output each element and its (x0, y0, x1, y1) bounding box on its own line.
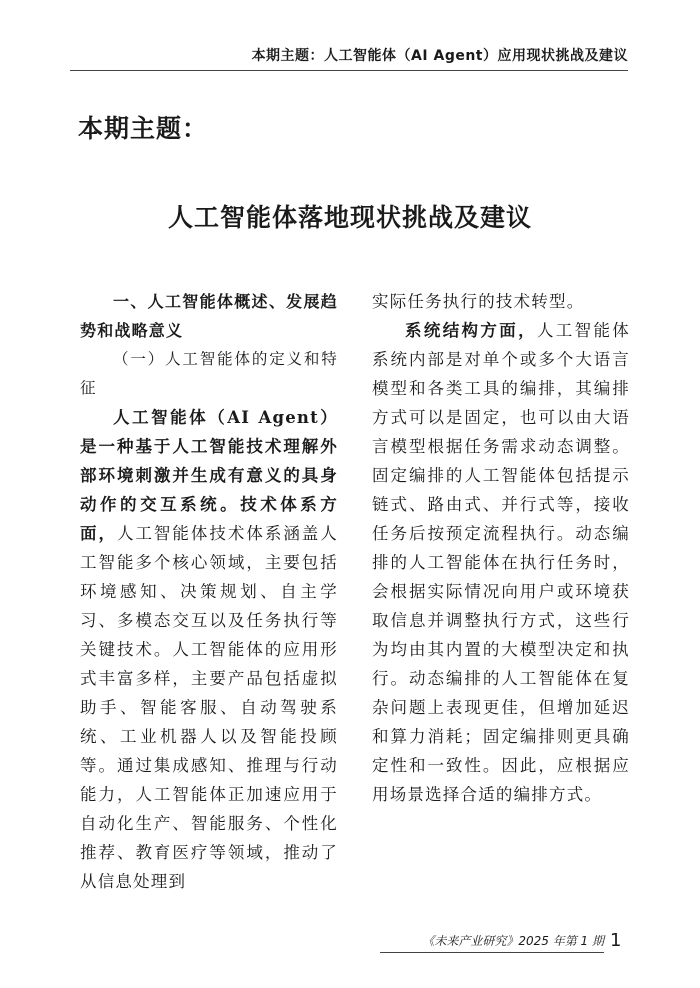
issue-label: 本期主题： (78, 114, 209, 143)
section-heading: 一、人工智能体概述、发展趋势和战略意义 (80, 292, 338, 340)
paragraph-2-text: 人工智能体系统内部是对单个或多个大语言模型和各类工具的编排，其编排方式可以是固定，也可以由大语言模型根据任务需求动态调整。固定编排的人工智能体包括提示链式、路由式、并行式等，接收任务后按预定流程执行。动态编排的人工智能体在执行任务时，会根据实际情况向用户或环境获取信息并调整执行方式，这些行为均由其内置的大模型决定和执行。动态编排的人工智能体在复杂问题上表现更佳，但增加延迟和算力消耗；固定编排则更具确定性和一致性。因此，应根据应用场景选择合适的编排方式。 (372, 321, 631, 804)
page-number: 1 (610, 930, 622, 951)
paragraph-1-bold: 人工智能体（AI Agent）是一种基于人工智能技术理解外部环境刺激并生成有意义的具身动作的交互系统。技术体系方面， (80, 408, 338, 543)
paragraph-1-text: 人工智能体技术体系涵盖人工智能多个核心领域，主要包括环境感知、决策规划、自主学习、多模态交互以及任务执行等关键技术。人工智能体的应用形式丰富多样，主要产品包括虚拟助手、智能客服、自动驾驶系统、工业机器人以及智能投顾等。通过集成感知、推理与行动能力，人工智能体正加速应用于自动化生产、智能服务、个性化推荐、教育医疗等领域，推动了从信息处理到 (80, 524, 338, 891)
running-header: 本期主题：人工智能体（AI Agent）应用现状挑战及建议 (70, 42, 628, 71)
journal-footer: 《未来产业研究》2025 年第 1 期 (380, 930, 604, 953)
paragraph-2 (372, 316, 630, 809)
left-column (80, 287, 338, 896)
article-title: 人工智能体落地现状挑战及建议 (167, 203, 532, 232)
subsection-heading: （一）人工智能体的定义和特征 (80, 350, 338, 397)
paragraph-1-continued: 实际任务执行的技术转型。 (372, 292, 585, 311)
right-column (372, 287, 630, 809)
paragraph-2-bold: 系统结构方面， (405, 321, 537, 340)
paragraph-1 (80, 403, 338, 896)
